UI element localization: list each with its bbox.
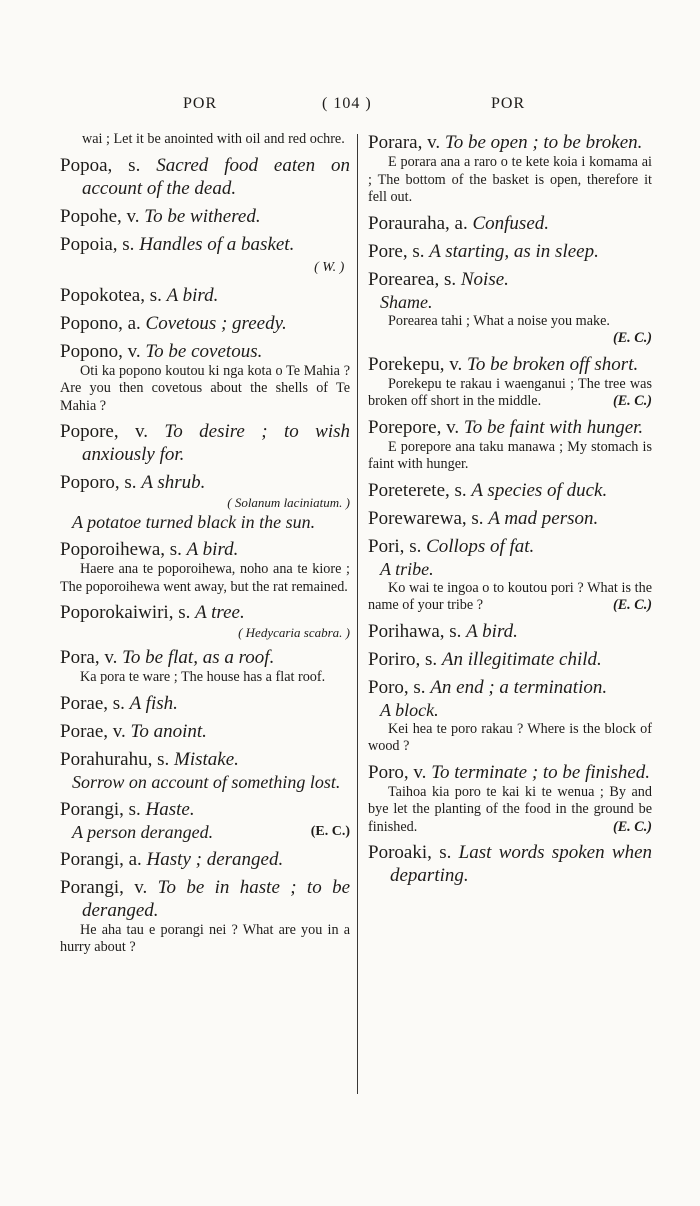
dictionary-entry	[368, 416, 652, 474]
definition: Hasty ; deranged.	[146, 848, 284, 870]
source-tag: (E. C.)	[310, 823, 350, 839]
headword: Poro,	[368, 676, 409, 698]
headword: Poporoihewa,	[60, 539, 166, 560]
headword: Porauraha,	[368, 212, 450, 234]
dictionary-entry	[368, 240, 652, 263]
definition: Sacred food eaten on account of the dead.	[82, 154, 350, 199]
headword: Poro,	[368, 761, 409, 783]
headword: Porekepu,	[368, 353, 445, 375]
usage-example: He aha tau e porangi nei ? What are you in a hurry about ?	[60, 921, 350, 955]
headword: Popohe,	[60, 205, 122, 227]
definition: To desire ; to wish anxiously for.	[82, 421, 351, 465]
part-of-speech: v.	[134, 876, 148, 898]
secondary-sense: A potatoe turned black in the sun.	[72, 512, 316, 532]
headword: Porae,	[60, 692, 109, 714]
definition: An end ; a termination.	[430, 676, 608, 698]
definition: Confused.	[472, 212, 549, 234]
dictionary-entry	[60, 312, 350, 335]
part-of-speech: s.	[443, 268, 457, 290]
part-of-speech: s.	[124, 472, 137, 493]
headword: Popore,	[60, 421, 119, 442]
dictionary-entry	[60, 876, 350, 957]
definition: A tree.	[195, 602, 245, 623]
definition: A bird.	[186, 539, 239, 560]
source-tag: (E. C.)	[612, 597, 652, 613]
part-of-speech: v.	[449, 353, 463, 375]
definition: Last words spoken when departing.	[390, 842, 652, 886]
secondary-sense: A tribe.	[380, 558, 434, 579]
source-tag: (E. C.)	[612, 393, 652, 409]
dictionary-entry	[60, 420, 350, 466]
dictionary-entry	[368, 841, 652, 887]
part-of-speech: s.	[178, 602, 191, 623]
definition: A bird.	[466, 620, 518, 642]
part-of-speech: s.	[425, 648, 438, 670]
headword: Porae,	[60, 720, 109, 742]
secondary-sense: A block.	[380, 699, 439, 720]
headword: Porihawa,	[368, 620, 445, 642]
column-divider	[357, 134, 358, 1094]
usage-example: Porearea tahi ; What a noise you make.	[388, 312, 610, 329]
dictionary-entry	[368, 479, 652, 502]
part-of-speech: v.	[446, 416, 460, 438]
definition: To terminate ; to be finished.	[431, 761, 651, 783]
definition: To be flat, as a roof.	[122, 647, 275, 668]
headword: Popoa,	[60, 154, 113, 176]
usage-example: Ko wai te ingoa o to koutou pori ? What is the name of your tribe ?	[368, 579, 652, 613]
part-of-speech: s.	[439, 842, 452, 863]
definition: Noise.	[460, 268, 509, 290]
definition: To be in haste ; to be deranged.	[82, 876, 351, 921]
page-number: ( 104 )	[322, 95, 372, 112]
headword: Porara,	[368, 132, 423, 153]
part-of-speech: s.	[409, 535, 422, 557]
dictionary-entry	[368, 507, 652, 530]
dictionary-entry	[368, 268, 652, 348]
headword: Pori,	[368, 535, 405, 557]
part-of-speech: a.	[128, 848, 142, 870]
part-of-speech: s.	[413, 676, 426, 698]
dictionary-entry	[368, 761, 652, 837]
secondary-sense: A person deranged.	[72, 821, 214, 842]
headword: Porangi,	[60, 848, 124, 870]
definition: Handles of a basket.	[139, 233, 295, 255]
dictionary-entry	[60, 692, 350, 715]
dictionary-entry	[368, 676, 652, 756]
part-of-speech: a.	[454, 212, 468, 234]
dictionary-entry	[60, 720, 350, 743]
part-of-speech: s.	[412, 240, 425, 262]
headword: Porahurahu,	[60, 748, 153, 770]
dictionary-entry	[60, 646, 350, 687]
headword: Popoia,	[60, 233, 118, 255]
headword: Poroaki,	[368, 842, 432, 863]
headword: Popono,	[60, 340, 123, 362]
header-left-guideword: POR	[183, 95, 218, 112]
definition: To anoint.	[130, 720, 207, 742]
part-of-speech: s.	[449, 620, 462, 642]
headword: Porearea,	[368, 268, 440, 290]
part-of-speech: s.	[128, 154, 141, 176]
dictionary-entry	[368, 535, 652, 615]
definition: A mad person.	[488, 507, 599, 529]
definition: To be open ; to be broken.	[444, 132, 643, 153]
dictionary-entry	[60, 340, 350, 416]
right-column	[368, 131, 652, 887]
source-tag: (E. C.)	[612, 818, 652, 835]
dictionary-entry	[60, 748, 350, 793]
source-tag: (E. C.)	[612, 330, 652, 346]
headword: Pora,	[60, 647, 100, 668]
left-column	[60, 131, 350, 957]
part-of-speech: s.	[454, 479, 467, 501]
definition: To be faint with hunger.	[463, 416, 644, 438]
usage-example: Oti ka popono koutou ki nga kota o Te Mahia ? Are you then covetous about the shells of Te Mahia ?	[60, 362, 350, 414]
definition: Collops of fat.	[426, 535, 535, 557]
headword: Poreterete,	[368, 479, 450, 501]
headword: Porangi,	[60, 876, 124, 898]
dictionary-entry	[60, 205, 350, 228]
part-of-speech: s.	[169, 539, 182, 560]
headword: Porangi,	[60, 798, 124, 820]
secondary-sense: Shame.	[380, 291, 433, 312]
part-of-speech: a.	[127, 312, 141, 334]
authority-tag: ( W. )	[314, 259, 345, 275]
definition: A fish.	[129, 692, 178, 714]
part-of-speech: v.	[126, 205, 140, 227]
definition: Haste.	[145, 798, 195, 820]
part-of-speech: v.	[427, 132, 441, 153]
part-of-speech: s.	[122, 233, 135, 255]
dictionary-entry	[368, 648, 652, 671]
part-of-speech: v.	[413, 761, 427, 783]
definition: A starting, as in sleep.	[429, 240, 599, 262]
usage-example: Haere ana te poporoihewa, noho ana te kiore ; The poporoihewa went away, but the rat remained.	[60, 561, 350, 595]
usage-example: E porara ana a raro o te kete koia i komama ai ; The bottom of the basket is open, therefore it fell out.	[368, 154, 652, 205]
part-of-speech: v.	[127, 340, 141, 362]
headword: Popokotea,	[60, 284, 145, 306]
definition: Mistake.	[174, 748, 239, 770]
part-of-speech: s.	[157, 748, 170, 770]
part-of-speech: s.	[149, 284, 162, 306]
dictionary-entry	[60, 284, 350, 307]
dictionary-entry	[60, 233, 350, 279]
botanical-name: ( Solanum laciniatum. )	[227, 495, 350, 510]
part-of-speech: s.	[112, 692, 125, 714]
usage-example: Ka pora te ware ; The house has a flat roof.	[80, 669, 326, 685]
dictionary-entry	[368, 353, 652, 411]
definition: A bird.	[166, 284, 219, 306]
headword: Pore,	[368, 240, 408, 262]
definition: Covetous ; greedy.	[145, 312, 287, 334]
secondary-sense: Sorrow on account of something lost.	[72, 771, 341, 792]
running-head	[0, 95, 700, 117]
botanical-name: ( Hedycaria scabra. )	[238, 625, 350, 640]
header-right-guideword: POR	[491, 95, 526, 112]
headword: Poporo,	[60, 472, 120, 493]
dictionary-entry	[368, 212, 652, 235]
dictionary-entry	[60, 471, 350, 533]
part-of-speech: s.	[128, 798, 141, 820]
definition: To be covetous.	[145, 340, 263, 362]
continuation-text: wai ; Let it be anointed with oil and red ochre.	[82, 131, 345, 147]
definition: A shrub.	[141, 472, 206, 493]
definition: An illegitimate child.	[441, 648, 602, 670]
dictionary-entry	[368, 131, 652, 207]
dictionary-entry	[60, 154, 350, 200]
headword: Porewarewa,	[368, 507, 467, 529]
part-of-speech: s.	[471, 507, 484, 529]
part-of-speech: v.	[104, 647, 118, 668]
dictionary-entry	[60, 848, 350, 871]
definition: To be withered.	[144, 205, 261, 227]
headword: Poriro,	[368, 648, 421, 670]
definition: To be broken off short.	[467, 353, 639, 375]
usage-example: Kei hea te poro rakau ? Where is the block of wood ?	[368, 720, 652, 754]
part-of-speech: v.	[112, 720, 126, 742]
dictionary-entry	[368, 620, 652, 643]
definition: A species of duck.	[471, 479, 608, 501]
usage-example: Porekepu te rakau i waenganui ; The tree was broken off short in the middle.	[368, 375, 652, 409]
usage-example: Taihoa kia poro te kai ki te wenua ; By and bye let the planting of the food in the ground be finished.	[368, 783, 652, 835]
headword: Porepore,	[368, 416, 442, 438]
usage-example: E porepore ana taku manawa ; My stomach is faint with hunger.	[368, 438, 652, 472]
dictionary-entry	[60, 601, 350, 641]
headword: Poporokaiwiri,	[60, 602, 174, 623]
headword: Popono,	[60, 312, 123, 334]
part-of-speech: v.	[134, 421, 149, 442]
dictionary-entry	[60, 798, 350, 843]
dictionary-entry	[60, 538, 350, 596]
